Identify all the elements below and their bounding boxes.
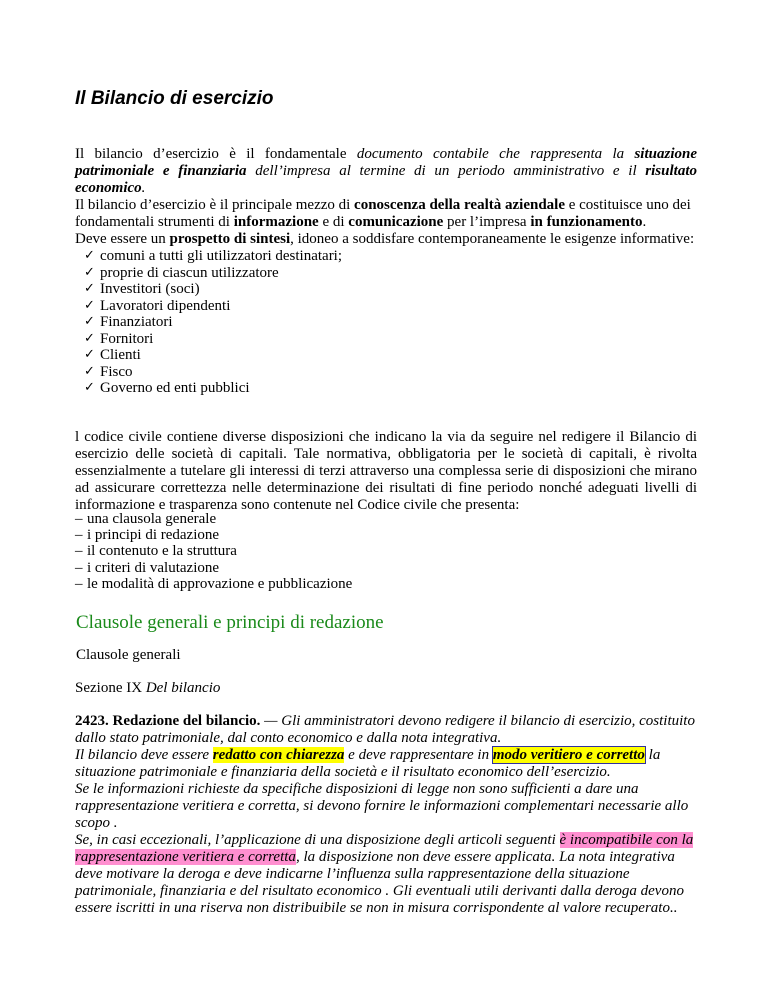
check-icon: ✓ [84,314,95,329]
document-title: Il Bilancio di esercizio [75,88,274,109]
list-item: ✓ Investitori (soci) [84,281,200,297]
check-icon: ✓ [84,330,95,346]
list-item: – il contenuto e la struttura [75,543,237,560]
article-paragraph-2: Il bilancio deve essere redatto con chiarezza e deve rappresentare in modo veritiero e corretto la situazione patrimoniale e finanziaria della società e il risultato economico dell’esercizio. [75,747,661,780]
dash-bullet: – [75,511,83,527]
check-icon: ✓ [84,380,95,395]
subheading-sezione: Sezione IX Del bilancio [75,680,221,696]
list-item: – i principi di redazione [75,527,220,544]
list-item: – i criteri di valutazione [75,559,220,576]
text-italic: dell’impresa al termine di un periodo amministrativo e il [246,163,646,179]
text-italic: . [141,180,146,196]
text-italic: documento contabile che rappresenta la [356,146,635,162]
list-item: ✓ proprie di ciascun utilizzatore [84,264,279,281]
article-paragraph-3: Se le informazioni richieste da specifiche disposizioni di legge non sono sufficienti a dare una rappresentazione veritiera e corretta, si devono fornire le informazioni complementari necessarie allo scopo . [75,781,689,831]
article-title: 2423. Redazione del bilancio. [75,713,261,729]
highlight-yellow: redatto con chiarezza [212,747,345,763]
highlight-yellow-boxed: modo veritiero e corretto [492,747,645,763]
article-paragraph-1: 2423. Redazione del bilancio. — Gli amministratori devono redigere il bilancio di esercizio, costituito dallo stato patrimoniale, dal conto economico e dalla nota integrativa. [75,713,695,746]
check-icon: ✓ [84,264,95,280]
check-icon: ✓ [84,281,95,296]
list-item: – una clausola generale [75,511,217,527]
list-item: – le modalità di approvazione e pubblicazione [75,575,353,592]
list-item: ✓ Finanziatori [84,314,173,330]
highlight-pink: è incompatibile con la [559,832,694,848]
check-icon: ✓ [84,347,95,362]
codice-civile-paragraph: l codice civile contiene diverse disposizioni che indicano la via da seguire nel redigere il Bilancio di esercizio delle società di capitali. Tale normativa, obbligatoria per le società di capitali, è rivolta essenzialmente a tutelare gli interessi di terzi attraverso una complessa serie di disposizioni che mirano ad assicurare correttezza nelle determinazione dei risultati di fine periodo nonché adeguati livelli di informazione e trasparenza sono contenute nel Codice civile che presenta: [75,429,697,513]
subheading-clausole: Clausole generali [76,647,181,663]
dash-bullet: – [75,543,83,560]
dash-bullet: – [75,575,83,592]
text-bold-italic: situazione patrimoniale e finanziaria [75,146,697,179]
text-bold-italic: risultato economico [75,163,697,196]
dash-bullet: – [75,559,83,576]
intro-paragraph-3: Deve essere un prospetto di sintesi, idoneo a soddisfare contemporaneamente le esigenze informative: [75,231,695,247]
article-paragraph-4: Se, in casi eccezionali, l’applicazione di una disposizione degli articoli seguenti è incompatibile con la rappresentazione veritiera e corretta, la disposizione non deve essere applicata. La nota integrativa deve motivare la deroga e deve indicarne l’influenza sulla rappresentazione della situazione patrimoniale, finanziaria e del risultato economico . Gli eventuali utili derivanti dalla deroga devono essere iscritti in una riserva non distribuibile se non in misura corrispondente al valore recuperato.. [75,832,694,916]
intro-paragraph-1 [75,146,697,197]
check-icon: ✓ [84,297,95,313]
list-item: ✓ Lavoratori dipendenti [84,297,231,314]
list-item: ✓ Fornitori [84,330,154,347]
highlight-pink: rappresentazione veritiera e corretta [75,849,296,865]
check-icon: ✓ [84,248,95,263]
list-item: ✓ Clienti [84,347,141,363]
list-item: ✓ comuni a tutti gli utilizzatori destinatari; [84,248,343,264]
intro-section [75,146,697,397]
intro-paragraph-2: Il bilancio d’esercizio è il principale mezzo di conoscenza della realtà aziendale e costituisce uno dei fondamentali strumenti di informazione e di comunicazione per l’impresa in funzionamento. [75,197,691,230]
list-item: ✓ Fisco [84,363,133,380]
text: Il bilancio d’esercizio è il fondamentale [75,146,357,162]
check-icon: ✓ [84,363,95,379]
dash-list [75,511,352,592]
section-heading: Clausole generali e principi di redazione [76,612,384,633]
dash-bullet: – [75,527,83,544]
list-item: ✓ Governo ed enti pubblici [84,380,250,396]
checklist [75,248,697,397]
article-2423 [75,713,697,917]
